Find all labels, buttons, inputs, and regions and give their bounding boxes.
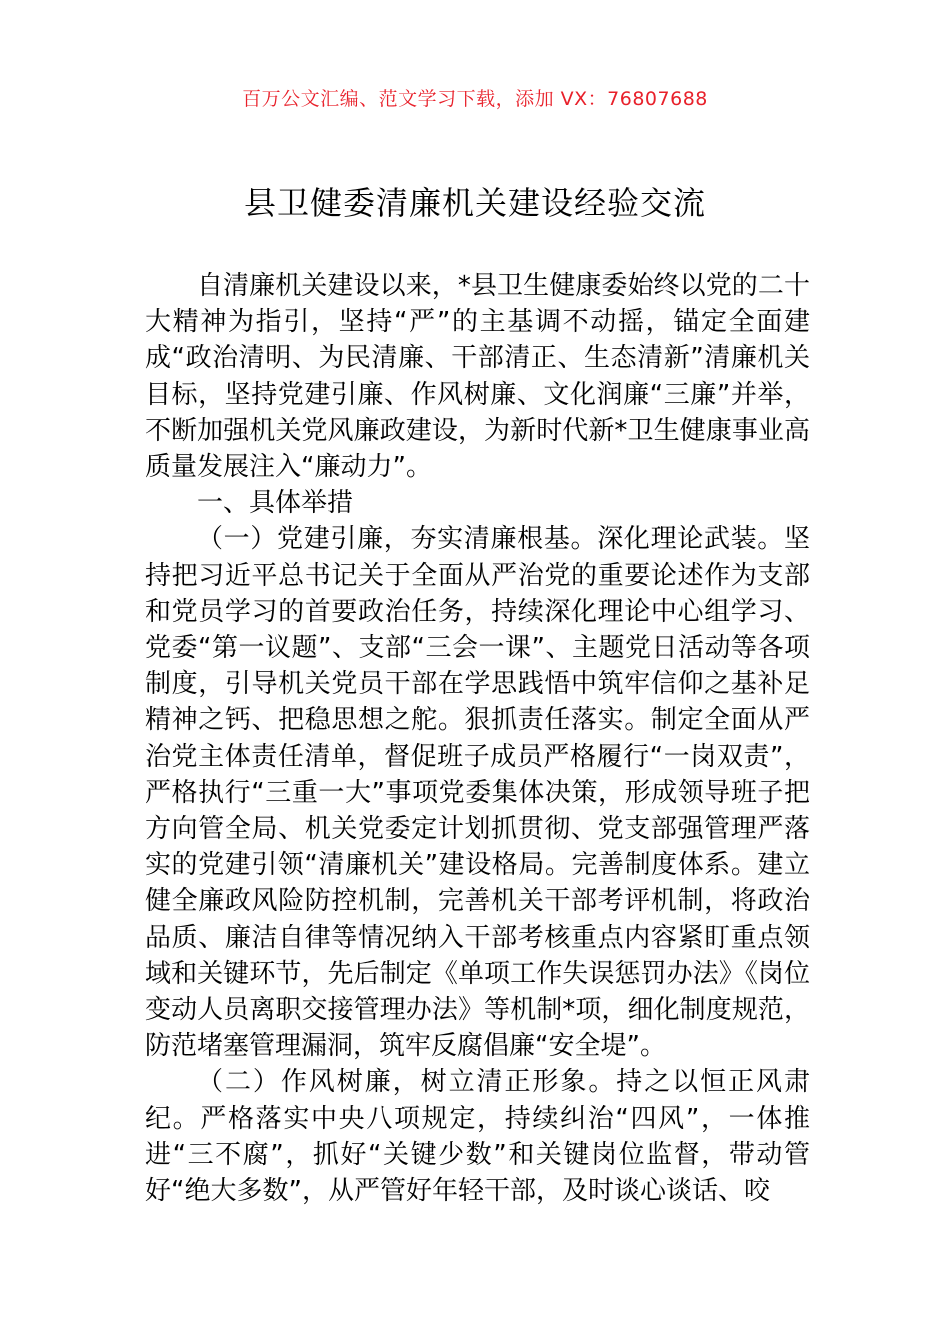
body-paragraph: （一）党建引廉，夯实清廉根基。深化理论武装。坚持把习近平总书记关于全面从严治党的重要论述作为支部和党员学习的首要政治任务，持续深化理论中心组学习、党委“第一议题”、支部“三会一课”、主题党日活动等各项制度，引导机关党员干部在学思践悟中筑牢信仰之基补足精神之钙、把稳思想之舵。狠抓责任落实。制定全面从严治党主体责任清单，督促班子成员严格履行“一岗双责”，严格执行“三重一大”事项党委集体决策，形成领导班子把方向管全局、机关党委定计划抓贯彻、党支部强管理严落实的党建引领“清廉机关”建设格局。完善制度体系。建立健全廉政风险防控机制，完善机关干部考评机制，将政治品质、廉洁自律等情况纳入干部考核重点内容紧盯重点领域和关键环节，先后制定《单项工作失误惩罚办法》《岗位变动人员离职交接管理办法》等机制*项，细化制度规范，防范堵塞管理漏洞，筑牢反腐倡廉“安全堤”。 xyxy=(145,524,810,1062)
section-heading: 一、具体举措 xyxy=(197,488,354,519)
download-promo-note: 百万公文汇编、范文学习下载，添加 VX：76807688 xyxy=(242,88,708,110)
document-body xyxy=(145,268,810,1209)
document-title: 县卫健委清廉机关建设经验交流 xyxy=(243,184,706,222)
intro-paragraph: 自清廉机关建设以来，*县卫生健康委始终以党的二十大精神为指引，坚持“严”的主基调不动摇，锚定全面建成“政治清明、为民清廉、干部清正、生态清新”清廉机关目标，坚持党建引廉、作风树廉、文化润廉“三廉”并举，不断加强机关党风廉政建设，为新时代新*卫生健康事业高质量发展注入“廉动力”。 xyxy=(145,271,810,483)
body-paragraph: （二）作风树廉，树立清正形象。持之以恒正风肃纪。严格落实中央八项规定，持续纠治“四风”，一体推进“三不腐”，抓好“关键少数”和关键岗位监督，带动管好“绝大多数”，从严管好年轻干部，及时谈心谈话、咬 xyxy=(145,1067,810,1207)
